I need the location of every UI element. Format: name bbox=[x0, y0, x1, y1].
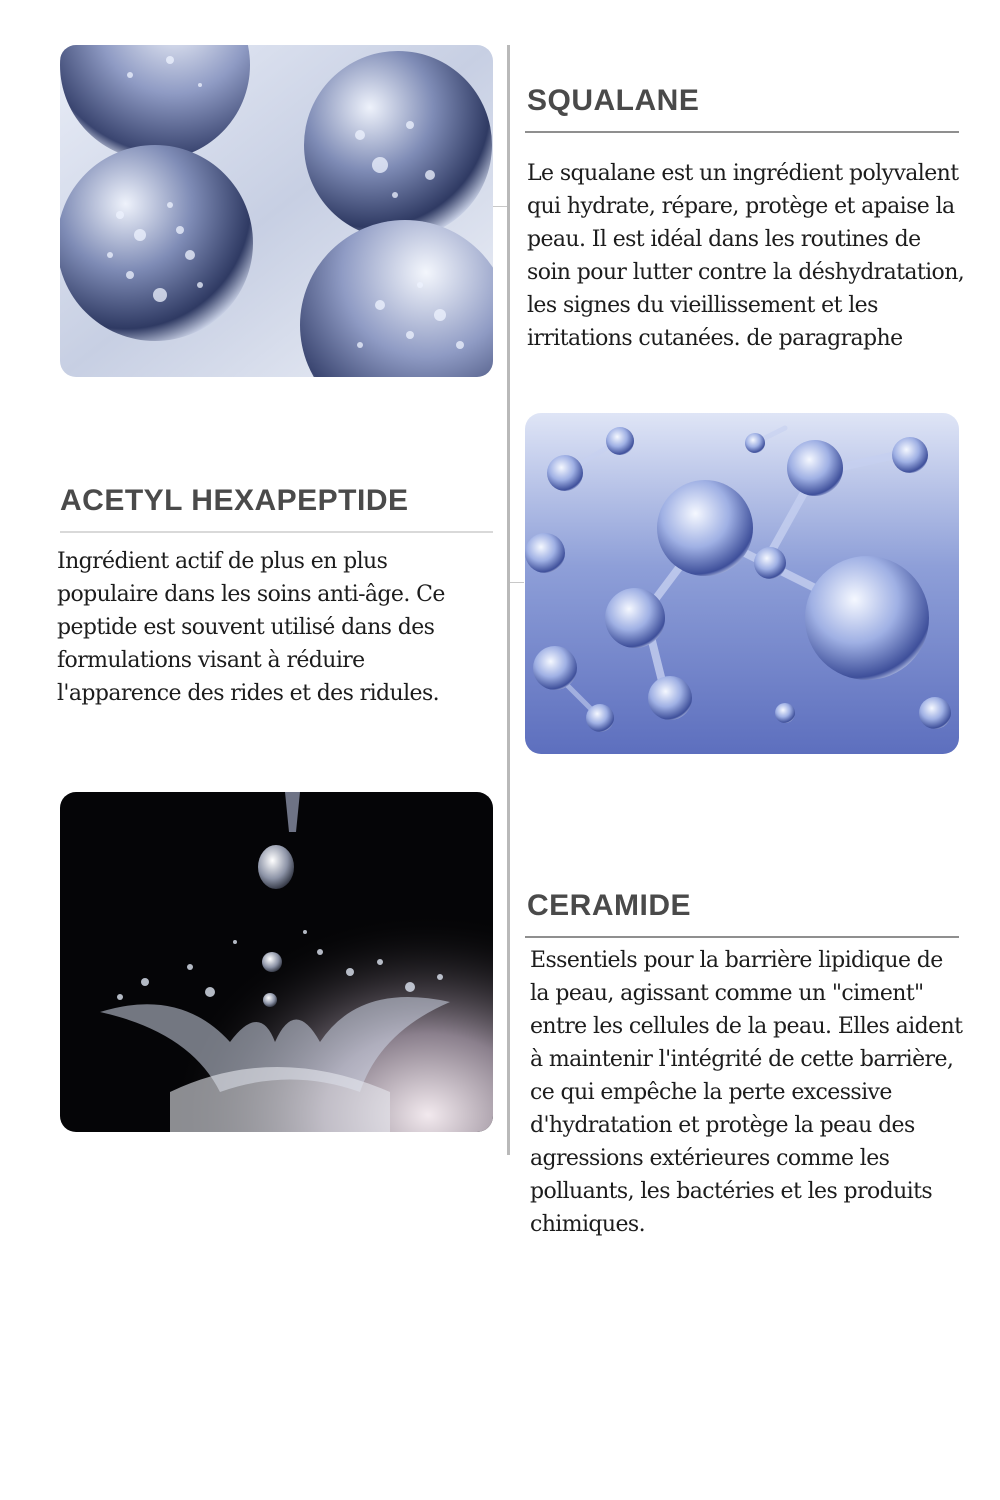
squalane-description: Le squalane est un ingrédient polyvalent qui hydrate, répare, protège et apaise la peau. Il est idéal dans les routines de soin pour lutter contre la déshydratation, les signes du vieillissement et les irritations cutanées. de paragraphe bbox=[527, 161, 965, 351]
ceramide-title: CERAMIDE bbox=[527, 889, 692, 922]
ceramide-description: Essentiels pour la barrière lipidique de la peau, agissant comme un "ciment" entre les cellules de la peau. Elles aident à maintenir l'intégrité de cette barrière, ce qui empêche la perte excessive d'hydratation et protège la peau des agressions extérieures comme les polluants, les bactéries et les produits chimiques. bbox=[530, 948, 963, 1237]
squalane-divider bbox=[525, 131, 959, 133]
timeline-tick bbox=[510, 582, 524, 583]
timeline-line bbox=[507, 45, 510, 1155]
timeline-tick bbox=[493, 206, 507, 207]
squalane-title: SQUALANE bbox=[527, 84, 700, 117]
ceramide-divider bbox=[525, 936, 959, 938]
acetyl-hexapeptide-description: Ingrédient actif de plus en plus populaire dans les soins anti-âge. Ce peptide est souvent utilisé dans des formulations visant à réduire l'apparence des rides et des ridules. bbox=[57, 549, 445, 706]
squalane-bubbles-image bbox=[60, 45, 493, 377]
water-splash-image bbox=[60, 792, 493, 1132]
acetyl-hexapeptide-divider bbox=[60, 531, 493, 533]
molecule-image bbox=[525, 413, 959, 754]
acetyl-hexapeptide-title: ACETYL HEXAPEPTIDE bbox=[60, 484, 409, 517]
